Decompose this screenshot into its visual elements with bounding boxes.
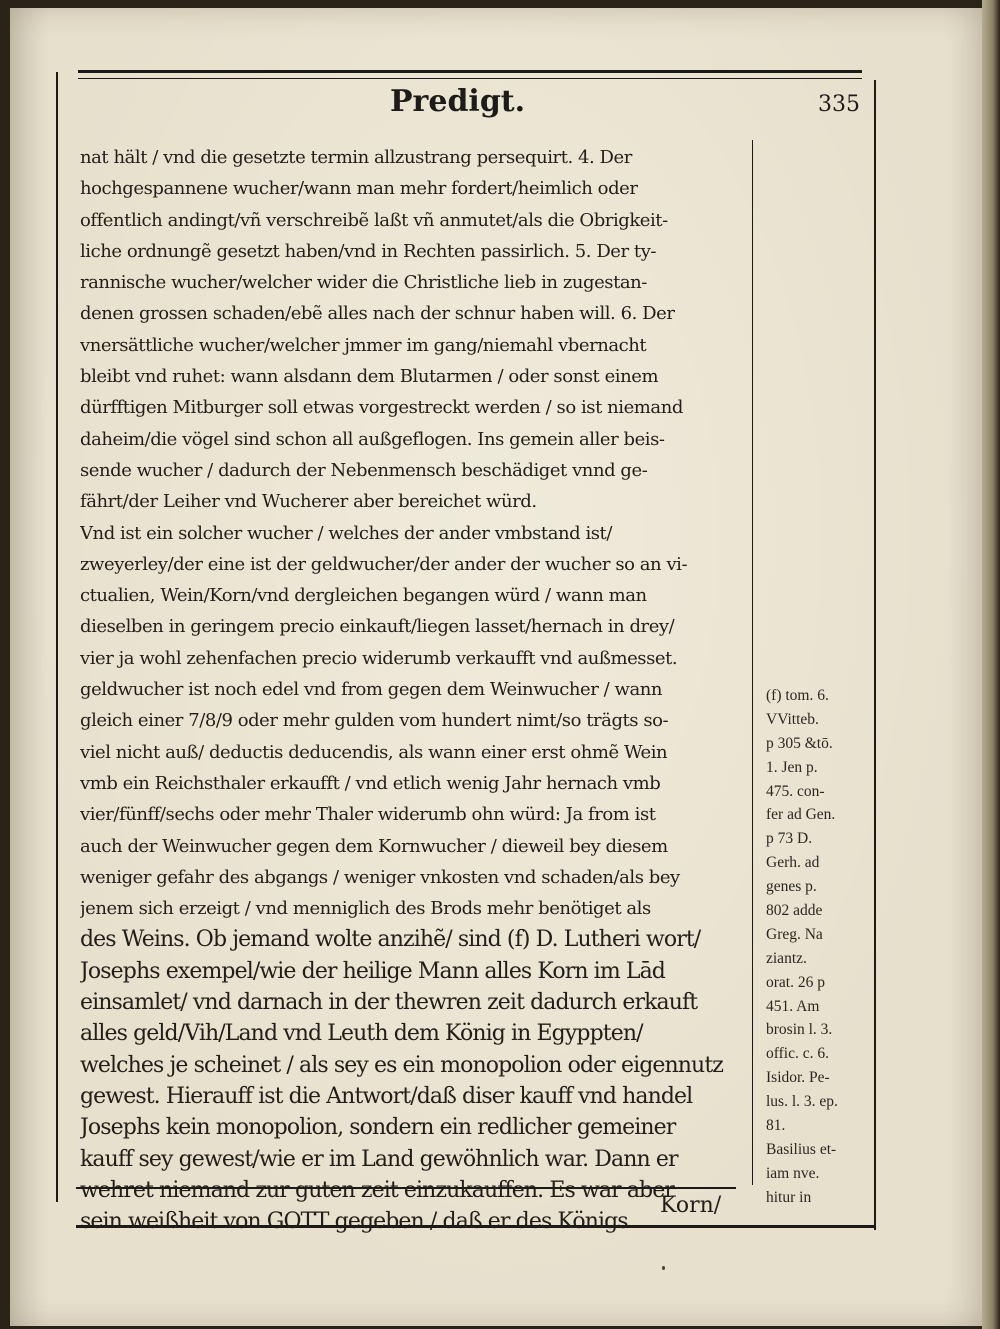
margin-note-line: ziantz. — [766, 949, 807, 967]
margin-note-line: iam nve. — [766, 1164, 820, 1182]
text-line: daheim/die vögel sind schon all außgeflogen. Ins gemein aller beis- — [80, 428, 665, 450]
text-line: fährt/der Leiher vnd Wucherer aber bereichet würd. — [80, 491, 537, 513]
text-line: wehret niemand zur guten zeit einzukauffen. Es war aber — [80, 1177, 674, 1203]
margin-note-line: 1. Jen p. — [766, 758, 818, 776]
text-line: gewest. Hierauff ist die Antwort/daß diser kauff vnd handel — [80, 1083, 693, 1109]
text-line: weniger gefahr des abgangs / weniger vnkosten vnd schaden/als bey — [80, 866, 680, 888]
text-line: sende wucher / dadurch der Nebenmensch beschädiget vnnd ge- — [80, 459, 648, 481]
margin-note-line: 802 adde — [766, 902, 823, 920]
left-border-rule — [56, 72, 58, 1202]
text-line: rannische wucher/welcher wider die Christliche lieb in zugestan- — [80, 272, 647, 294]
margin-note-line: fer ad Gen. — [766, 806, 836, 824]
text-line: jenem sich erzeigt / vnd menniglich des Brods mehr benötiget als — [80, 898, 651, 920]
text-line: vnersättliche wucher/welcher jmmer im gang/niemahl vbernacht — [80, 334, 647, 356]
text-line: dieselben in geringem precio einkauft/liegen lasset/hernach in drey/ — [80, 616, 675, 638]
page-edge — [982, 0, 1000, 1329]
text-line: hochgespannene wucher/wann man mehr fordert/heimlich oder — [80, 178, 638, 200]
marginal-note — [766, 684, 871, 1210]
catchword: Korn/ — [660, 1193, 722, 1218]
margin-note-line: VVitteb. — [766, 710, 819, 728]
text-line: auch der Weinwucher gegen dem Kornwucher / dieweil bey diesem — [80, 835, 668, 857]
paper-speck — [662, 1266, 665, 1270]
text-line: Josephs kein monopolion, sondern ein redlicher gemeiner — [80, 1115, 676, 1141]
text-line: einsamlet/ vnd darnach in der thewren zeit dadurch erkauft — [80, 990, 698, 1016]
text-line: bleibt vnd ruhet: wann alsdann dem Blutarmen / oder sonst einem — [80, 366, 659, 388]
right-border-rule — [874, 80, 876, 1230]
text-line: offentlich andingt/vñ verschreibẽ laßt vñ anmutet/als die Obrigkeit- — [80, 209, 668, 231]
text-line: Josephs exempel/wie der heilige Mann alles Korn im Lād — [80, 958, 665, 984]
margin-column-rule — [752, 140, 753, 1185]
page-number: 335 — [818, 92, 860, 117]
margin-note-line: Gerh. ad — [766, 854, 820, 872]
text-line: welches je scheinet / als sey es ein monopolion oder eigennutz — [80, 1052, 723, 1078]
text-line: liche ordnungẽ gesetzt haben/vnd in Rechten passirlich. 5. Der ty- — [80, 240, 657, 262]
margin-note-line: p 305 &tō. — [766, 734, 833, 752]
margin-note-line: lus. l. 3. ep. — [766, 1093, 838, 1111]
text-line: denen grossen schaden/ebẽ alles nach der schnur haben will. 6. Der — [80, 303, 675, 325]
text-line: vier ja wohl zehenfachen precio widerumb verkaufft vnd außmesset. — [80, 647, 678, 669]
margin-note-line: 81. — [766, 1117, 786, 1135]
margin-note-line: genes p. — [766, 878, 817, 896]
text-line: sein weißheit von GOTT gegeben / daß er des Königs — [80, 1209, 628, 1235]
margin-note-line: hitur in — [766, 1188, 812, 1206]
margin-note-line: p 73 D. — [766, 830, 813, 848]
margin-note-line: offic. c. 6. — [766, 1045, 829, 1063]
text-line: vmb ein Reichsthaler erkaufft / vnd etlich wenig Jahr hernach vmb — [80, 772, 661, 794]
top-rule-thin — [78, 78, 862, 79]
margin-note-line: brosin l. 3. — [766, 1021, 833, 1039]
top-rule — [78, 70, 862, 73]
margin-note-line: Greg. Na — [766, 925, 823, 943]
text-line: nat hält / vnd die gesetzte termin allzustrang persequirt. 4. Der — [80, 147, 632, 168]
body-text — [80, 142, 748, 1237]
text-line: vier/fünff/sechs oder mehr Thaler widerumb ohn würd: Ja from ist — [80, 804, 656, 826]
margin-note-line: Isidor. Pe- — [766, 1069, 830, 1087]
text-line: gleich einer 7/8/9 oder mehr gulden vom hundert nimt/so trägts so- — [80, 710, 669, 732]
running-header: Predigt. — [390, 84, 526, 119]
text-line: geldwucher ist noch edel vnd from gegen dem Weinwucher / wann — [80, 679, 663, 701]
margin-note-line: Basilius et- — [766, 1140, 837, 1158]
text-line: dürfftigen Mitburger soll etwas vorgestreckt werden / so ist niemand — [80, 397, 683, 419]
text-line: zweyerley/der eine ist der geldwucher/der ander der wucher so an vi- — [80, 553, 688, 575]
text-line: viel nicht auß/ deductis deducendis, als wann einer erst ohmẽ Wein — [80, 741, 668, 763]
text-line: alles geld/Vih/Land vnd Leuth dem König in Egyppten/ — [80, 1021, 643, 1047]
margin-note-line: (f) tom. 6. — [766, 687, 829, 704]
text-line: des Weins. Ob jemand wolte anzihẽ/ sind (f) D. Lutheri wort/ — [80, 927, 701, 953]
text-line: Vnd ist ein solcher wucher / welches der ander vmbstand ist/ — [80, 522, 612, 544]
text-line: kauff sey gewest/wie er im Land gewöhnlich war. Dann er — [80, 1146, 678, 1172]
margin-note-line: orat. 26 p — [766, 973, 825, 991]
text-line: ctualien, Wein/Korn/vnd dergleichen begangen würd / wann man — [80, 585, 647, 607]
margin-note-line: 451. Am — [766, 997, 820, 1015]
margin-note-line: 475. con- — [766, 782, 825, 800]
